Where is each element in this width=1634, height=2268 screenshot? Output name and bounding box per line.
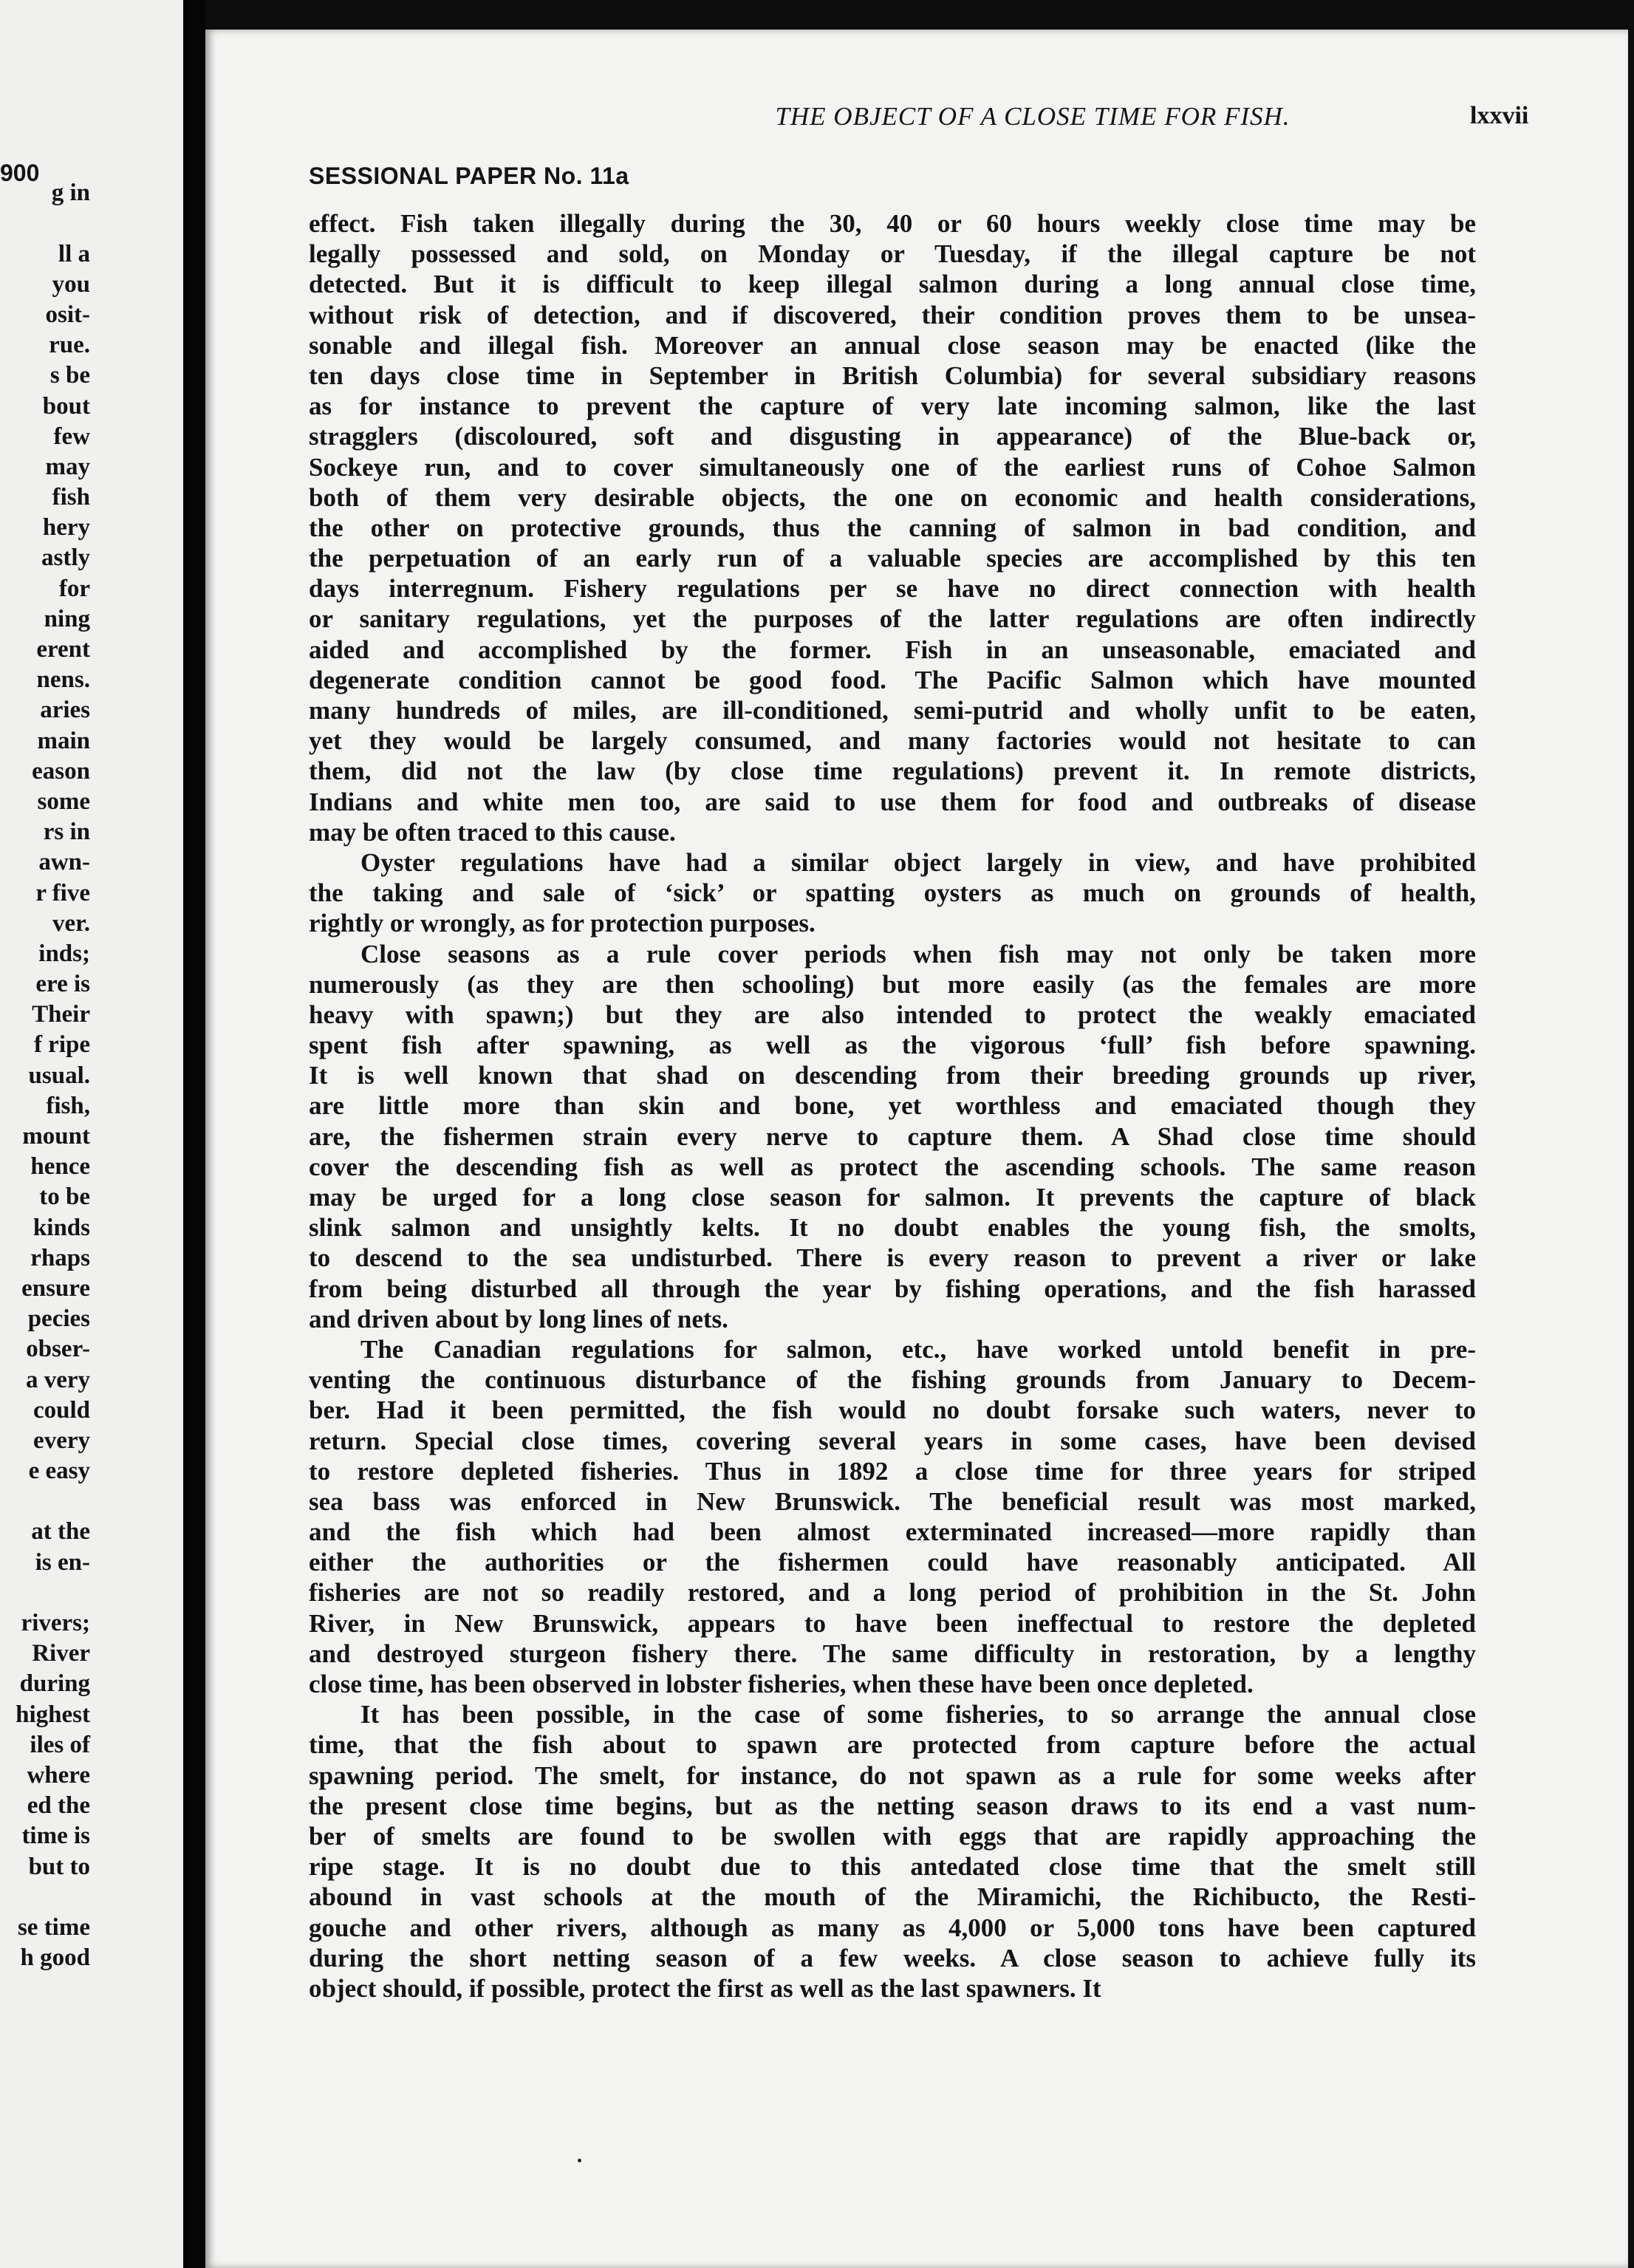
text-line: to restore depleted fisheries. Thus in 1892 a close time for three years for striped bbox=[309, 1456, 1476, 1486]
left-page-line: erent bbox=[36, 636, 90, 663]
text-line: fisheries are not so readily restored, and a long period of prohibition in the St. John bbox=[309, 1578, 1476, 1608]
text-line: sonable and illegal fish. Moreover an annual close season may be enacted (like the bbox=[309, 330, 1476, 360]
left-page-line: rhaps bbox=[30, 1244, 90, 1271]
text-line: and the fish which had been almost exterminated increased—more rapidly than bbox=[309, 1517, 1476, 1547]
text-line: heavy with spawn;) but they are also intended to protect the weakly emaciated bbox=[309, 1000, 1476, 1029]
text-line: venting the continuous disturbance of the fishing grounds from January to Decem- bbox=[309, 1365, 1476, 1395]
left-page-line: but to bbox=[28, 1853, 90, 1880]
text-line: without risk of detection, and if discovered, their condition proves them to be unsea- bbox=[309, 300, 1476, 329]
left-page-line: you bbox=[52, 270, 90, 298]
text-line: degenerate condition cannot be good food. The Pacific Salmon which have mounted bbox=[309, 665, 1476, 694]
left-page-line: iles of bbox=[30, 1731, 90, 1758]
left-page-line: mount bbox=[22, 1123, 90, 1150]
left-page-line: nens. bbox=[36, 666, 90, 694]
left-page-line bbox=[0, 208, 183, 239]
left-page-line: time is bbox=[21, 1823, 90, 1850]
left-page-line: e easy bbox=[28, 1458, 90, 1485]
left-page-line: is en- bbox=[35, 1548, 90, 1576]
text-line: many hundreds of miles, are ill-conditioned, semi-putrid and wholly unfit to be eaten, bbox=[309, 696, 1476, 725]
text-line: the other on protective grounds, thus the canning of salmon in bad condition, and bbox=[309, 513, 1476, 542]
left-page-line: few bbox=[53, 423, 90, 450]
left-page-line: astly bbox=[41, 544, 90, 572]
running-title: THE OBJECT OF A CLOSE TIME FOR FISH. bbox=[775, 102, 1291, 131]
left-page-line: aries bbox=[40, 697, 90, 724]
left-page-line: pecies bbox=[27, 1305, 90, 1333]
left-page-line: h good bbox=[20, 1944, 90, 1972]
book-gutter bbox=[183, 0, 205, 2268]
text-line: are, the fishermen strain every nerve to capture them. A Shad close time should bbox=[309, 1121, 1476, 1151]
left-page-line: at the bbox=[31, 1518, 90, 1545]
left-page-line: ere is bbox=[35, 971, 90, 998]
text-line: sea bass was enforced in New Brunswick. The beneficial result was most marked, bbox=[309, 1486, 1476, 1516]
left-page-text bbox=[0, 148, 183, 1973]
text-line: close time, has been observed in lobster fisheries, when these have been once depleted. bbox=[309, 1670, 1254, 1698]
text-line: from being disturbed all through the year by fishing operations, and the fish harassed bbox=[309, 1274, 1476, 1303]
text-line: time, that the fish about to spawn are protected from capture before the actual bbox=[309, 1730, 1476, 1760]
text-line: legally possessed and sold, on Monday or Tuesday, if the illegal capture be not bbox=[309, 239, 1476, 269]
left-page-line: obser- bbox=[26, 1336, 90, 1363]
left-page-heading: 900 bbox=[0, 160, 40, 186]
text-line: Sockeye run, and to cover simultaneously one of the earliest runs of Cohoe Salmon bbox=[309, 452, 1476, 482]
left-page-line: bout bbox=[42, 392, 90, 420]
left-page-line bbox=[0, 1486, 183, 1517]
text-line: cover the descending fish as well as protect the ascending schools. The same reason bbox=[309, 1152, 1476, 1181]
adjacent-left-page bbox=[0, 0, 183, 2268]
left-page-line: fish, bbox=[46, 1092, 90, 1119]
text-line: spawning period. The smelt, for instance, do not spawn as a rule for some weeks after bbox=[309, 1760, 1476, 1790]
left-page-line: g in bbox=[51, 180, 90, 207]
text-line: detected. But it is difficult to keep illegal salmon during a long annual close time, bbox=[309, 270, 1476, 299]
left-page-line: fish bbox=[52, 484, 90, 511]
text-line: abound in vast schools at the mouth of the Miramichi, the Richibucto, the Resti- bbox=[309, 1882, 1476, 1912]
sessional-paper-label: SESSIONAL PAPER No. 11a bbox=[309, 163, 629, 189]
left-page-line: s be bbox=[49, 362, 90, 389]
text-line: may be often traced to this cause. bbox=[309, 817, 676, 847]
text-line: or sanitary regulations, yet the purposes of the latter regulations are often indirectly bbox=[309, 604, 1476, 634]
paragraph bbox=[309, 1334, 1476, 1699]
left-page-line: where bbox=[27, 1761, 90, 1789]
text-line: the present close time begins, but as the netting season draws to its end a vast num- bbox=[309, 1791, 1476, 1820]
page-speck bbox=[578, 2159, 581, 2162]
body-text bbox=[309, 208, 1476, 2004]
text-line: Oyster regulations have had a similar object largely in view, and have prohibited bbox=[360, 847, 1476, 877]
text-line: the taking and sale of ‘sick’ or spatting oysters as much on grounds of health, bbox=[309, 878, 1476, 908]
left-page-line: to be bbox=[39, 1183, 90, 1211]
left-page-line: main bbox=[37, 727, 90, 754]
text-line: Close seasons as a rule cover periods when fish may not only be taken more bbox=[360, 939, 1476, 969]
left-page-line: ning bbox=[44, 605, 90, 632]
text-line: to descend to the sea undisturbed. There is every reason to prevent a river or lake bbox=[309, 1243, 1476, 1273]
left-page-line: may bbox=[45, 453, 90, 480]
left-page-line: se time bbox=[17, 1913, 90, 1941]
text-line: stragglers (discoloured, soft and disgusting in appearance) of the Blue-back or, bbox=[309, 422, 1476, 451]
text-line: during the short netting season of a few weeks. A close season to achieve fully its bbox=[309, 1943, 1476, 1972]
text-line: spent fish after spawning, as well as the vigorous ‘full’ fish before spawning. bbox=[309, 1031, 1476, 1060]
text-line: ten days close time in September in British Columbia) for several subsidiary reasons bbox=[309, 361, 1476, 390]
left-page-line: f ripe bbox=[33, 1031, 90, 1059]
text-line: gouche and other rivers, although as many as 4,000 or 5,000 tons have been captured bbox=[309, 1913, 1476, 1942]
left-page-line: rivers; bbox=[21, 1610, 90, 1636]
text-line: and driven about by long lines of nets. bbox=[309, 1304, 728, 1333]
paragraph bbox=[309, 847, 1476, 939]
text-line: River, in New Brunswick, appears to have been ineffectual to restore the depleted bbox=[309, 1608, 1476, 1638]
text-line: both of them very desirable objects, the one on economic and health considerations, bbox=[309, 482, 1476, 512]
text-line: are little more than skin and bone, yet worthless and emaciated though they bbox=[309, 1091, 1476, 1121]
left-page-line bbox=[0, 1578, 183, 1608]
left-page-line: some bbox=[37, 788, 90, 815]
left-page-line: a very bbox=[25, 1366, 90, 1393]
left-page-line: every bbox=[33, 1427, 90, 1454]
text-line: rightly or wrongly, as for protection purposes. bbox=[309, 909, 816, 938]
text-line: yet they would be largely consumed, and many factories would not hesitate to can bbox=[309, 726, 1476, 756]
text-line: them, did not the law (by close time regulations) prevent it. In remote districts, bbox=[309, 756, 1476, 786]
left-page-line: awn- bbox=[38, 849, 90, 876]
left-page-line: ll a bbox=[58, 240, 90, 267]
text-line: as for instance to prevent the capture of very late incoming salmon, like the last bbox=[309, 392, 1476, 421]
left-page-line: River bbox=[32, 1640, 90, 1667]
text-line: ber of smelts are found to be swollen with eggs that are rapidly approaching the bbox=[309, 1821, 1476, 1851]
text-line: may be urged for a long close season for salmon. It prevents the capture of black bbox=[309, 1183, 1476, 1212]
left-page-line: could bbox=[33, 1396, 90, 1424]
page-number: lxxvii bbox=[1470, 102, 1529, 129]
text-line: days interregnum. Fishery regulations per se have no direct connection with health bbox=[309, 574, 1476, 604]
left-page-line: eason bbox=[32, 757, 90, 785]
document-page bbox=[205, 30, 1628, 2268]
left-page-line: ver. bbox=[52, 909, 90, 937]
left-page-line: inds; bbox=[38, 940, 90, 967]
left-page-line: kinds bbox=[33, 1214, 90, 1241]
text-line: object should, if possible, protect the first as well as the last spawners. It bbox=[309, 1973, 1101, 2003]
left-page-line: hery bbox=[42, 514, 90, 542]
left-page-line: usual. bbox=[28, 1062, 90, 1089]
left-page-line: r five bbox=[35, 879, 90, 906]
left-page-line: Their bbox=[32, 1001, 90, 1028]
left-page-spacer bbox=[0, 148, 183, 178]
text-line: numerously (as they are then schooling) but more easily (as the females are more bbox=[309, 969, 1476, 999]
text-line: aided and accomplished by the former. Fish in an unseasonable, emaciated and bbox=[309, 635, 1476, 664]
left-page-line: during bbox=[19, 1670, 90, 1698]
left-page-line: hence bbox=[30, 1153, 90, 1181]
left-page-line: ensure bbox=[21, 1274, 90, 1302]
text-line: Indians and white men too, are said to use them for food and outbreaks of disease bbox=[309, 787, 1476, 816]
left-page-line: ed the bbox=[27, 1792, 90, 1820]
text-line: ber. Had it been permitted, the fish would no doubt forsake such waters, never to bbox=[309, 1396, 1476, 1425]
paragraph bbox=[309, 939, 1476, 1334]
paragraph bbox=[309, 208, 1476, 847]
text-line: The Canadian regulations for salmon, etc., have worked untold benefit in pre- bbox=[360, 1334, 1476, 1364]
text-line: the perpetuation of an early run of a valuable species are accomplished by this ten bbox=[309, 544, 1476, 573]
text-line: slink salmon and unsightly kelts. It no doubt enables the young fish, the smolts, bbox=[309, 1213, 1476, 1243]
text-line: ripe stage. It is no doubt due to this antedated close time that the smelt still bbox=[309, 1852, 1476, 1882]
left-page-line: highest bbox=[16, 1701, 90, 1728]
text-line: It has been possible, in the case of some fisheries, to so arrange the annual close bbox=[360, 1700, 1476, 1729]
paragraph bbox=[309, 1699, 1476, 2004]
left-page-line: for bbox=[58, 575, 90, 602]
text-line: return. Special close times, covering several years in some cases, have been devised bbox=[309, 1426, 1476, 1455]
text-line: either the authorities or the fishermen could have reasonably anticipated. All bbox=[309, 1548, 1476, 1577]
left-page-line: osit- bbox=[45, 301, 90, 328]
text-line: effect. Fish taken illegally during the 30, 40 or 60 hours weekly close time may be bbox=[309, 209, 1476, 238]
left-page-line: rue. bbox=[49, 332, 90, 359]
text-line: and destroyed sturgeon fishery there. The same difficulty in restoration, by a lengthy bbox=[309, 1639, 1476, 1668]
left-page-line bbox=[0, 1882, 183, 1913]
text-line: It is well known that shad on descending from their breeding grounds up river, bbox=[309, 1061, 1476, 1090]
left-page-line: rs in bbox=[43, 819, 90, 846]
